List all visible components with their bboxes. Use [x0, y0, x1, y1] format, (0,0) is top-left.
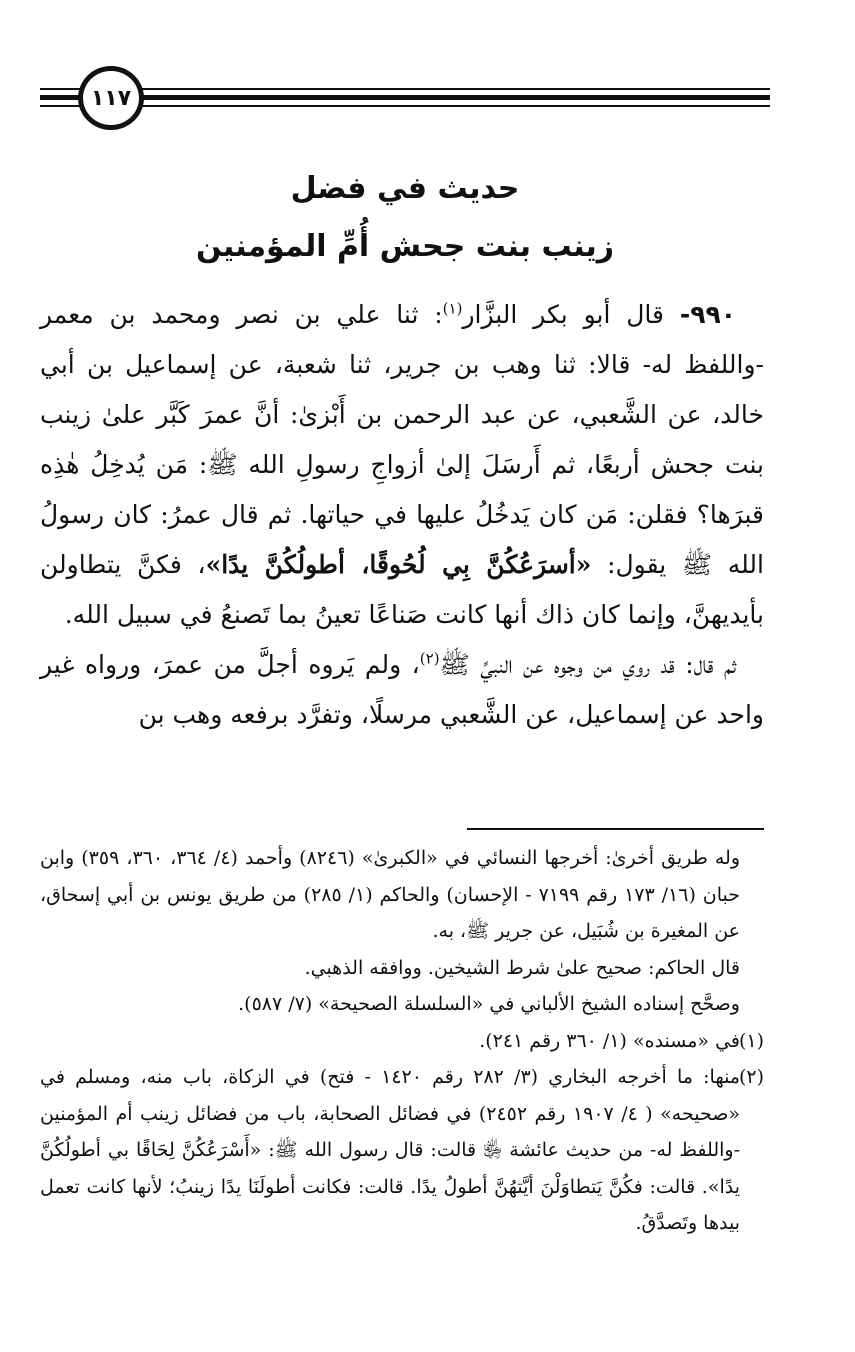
- footnote-number: (١): [738, 1029, 764, 1052]
- chapter-title-line-1: حديث في فضل: [290, 171, 520, 206]
- footnote-continuation: وصحَّح إسناده الشيخ الألباني في «السلسلة الصحيحة» (٧/ ٥٨٧).: [238, 993, 740, 1015]
- footnote-reference: (١): [442, 299, 463, 318]
- paragraph-text: ، ولم يَروه أجلَّ من عمرَ، ورواه غير واحد عن إسماعيل، عن الشَّعبي مرسلًا، وتفرَّد برفعه وهب بن: [40, 650, 764, 729]
- chapter-heading: [40, 160, 770, 276]
- paragraph-text: قال أبو بكر البزَّار: [462, 300, 680, 329]
- prophetic-quote: «أسرَعُكُنَّ بِي لُحُوقًا، أطولُكُنَّ يدًا»: [205, 550, 592, 579]
- footnote-item: [40, 1023, 764, 1060]
- footnote-reference: (٢): [419, 649, 440, 668]
- page-header: [40, 66, 770, 138]
- footnote-continuation: قال الحاكم: صحيح علىٰ شرط الشيخين. ووافقه الذهبي.: [304, 956, 740, 979]
- footnote-continuation: وله طريق أخرىٰ: أخرجها النسائي في «الكبرىٰ» (٨٢٤٦) وأحمد (٤/ ٣٦٤، ٣٦٠، ٣٥٩) وابن حبان (١٦/ ١٧٣ رقم ٧١٩٩ - الإحسان) والحاكم (١/ ٢٨٥) من طريق يونس بن أبي إسحاق، عن المغيرة بن شُبَيل، عن جرير ﷺ، به.: [40, 847, 740, 942]
- footnote-text: منها: ما أخرجه البخاري (٣/ ٢٨٢ رقم ١٤٢٠ - فتح) في الزكاة، باب منه، ومسلم في «صحيحه» ( ٤/ ١٩٠٧ رقم ٢٤٥٢) في فضائل الصحابة، باب من فضائل زينب أم المؤمنين -واللفظ له- من حديث عائشة ﵂ قالت: قال رسول الله ﷺ: «أَسْرَعُكُنَّ لِحَاقًا بي أطولُكُنَّ يدًا». قالت: فكُنَّ يَتطاوَلْنَ أيَّتهُنَّ أطولُ يدًا. قالت: فكانت أطولَنَا يدًا زينبُ؛ لأنها كانت تعمل بيدها وتَصدَّقُ.: [40, 1066, 741, 1234]
- paragraph-text: : ثنا علي بن نصر ومحمد بن معمر -واللفظ له- قالا: ثنا وهب بن جرير، ثنا شعبة، عن إسماعيل بن أبي خالد، عن الشَّعبي، عن عبد الرحمن بن أَبْزىٰ: أنَّ عمرَ كَبَّر علىٰ زينب بنت جحش أربعًا، ثم أَرسَلَ إلىٰ أزواجِ رسولِ الله ﷺ: مَن يُدخِلُ هٰذِه قبرَها؟ فقلن: مَن كان يَدخُلُ عليها في حياتها. ثم قال عمرُ: كان رسولُ الله ﷺ يقول:: [40, 300, 764, 579]
- chapter-title-line-2: زينب بنت جحش أُمِّ المؤمنين: [195, 229, 615, 264]
- header-rule: [140, 105, 770, 107]
- footnote-item: [40, 1059, 764, 1242]
- footnote-number: (٢): [738, 1066, 764, 1088]
- footnote-separator: [467, 828, 764, 830]
- main-text: [40, 290, 764, 740]
- header-rule: [140, 88, 770, 90]
- commentary-paragraph: [40, 640, 764, 740]
- footnote-text: في «مسنده» (١/ ٣٦٠ رقم ٢٤١).: [479, 1029, 740, 1052]
- page-number-badge: ١١٧: [78, 66, 144, 130]
- header-rule: [40, 105, 80, 107]
- hadith-number: ٩٩٠-: [679, 300, 736, 329]
- footnotes: [40, 840, 764, 1242]
- header-rule: [40, 88, 80, 90]
- header-rule: [40, 95, 80, 100]
- header-rule: [140, 95, 770, 100]
- paragraph-text: ثم قال: قد روي من وجوه عن النبيِّ ﷺ: [439, 650, 737, 679]
- paragraph-text: ، فكنَّ يتطاولن بأيديهنَّ، وإنما كان ذاك أنها كانت صَناعًا تعينُ بما تَصنعُ في سبيل الله.: [40, 550, 764, 629]
- hadith-paragraph: [40, 290, 764, 640]
